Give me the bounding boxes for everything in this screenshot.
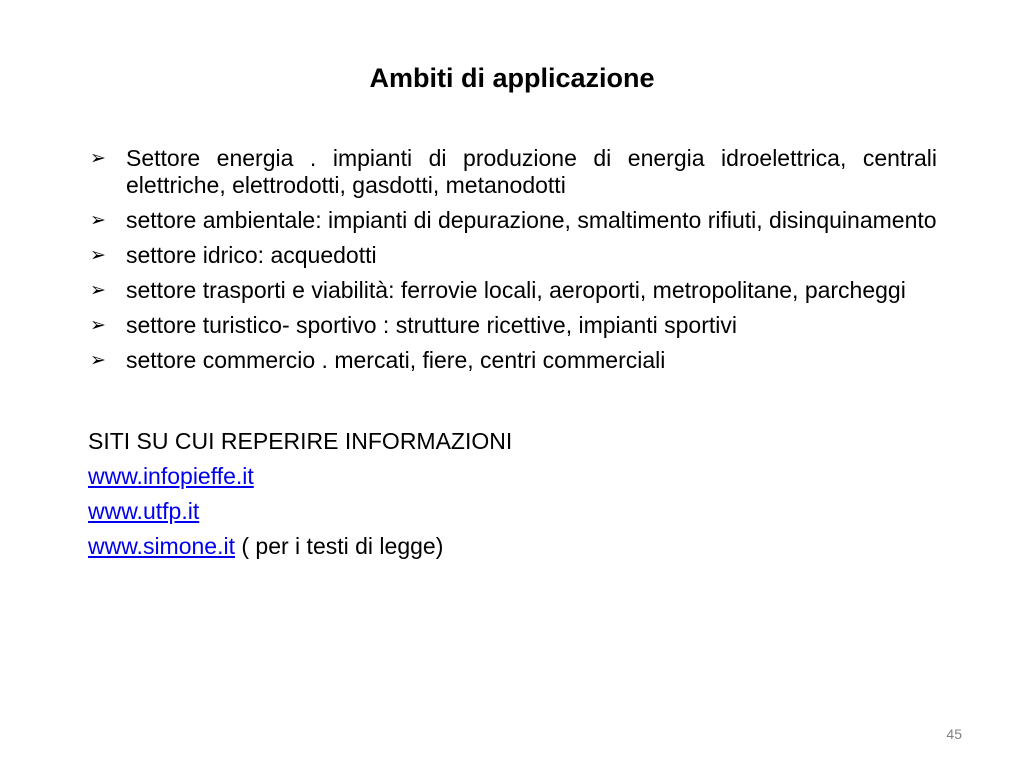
arrowhead-bullet-icon: ➢ bbox=[90, 349, 106, 371]
simone-link-note: ( per i testi di legge) bbox=[234, 533, 444, 559]
sites-heading: SITI SU CUI REPERIRE INFORMAZIONI bbox=[88, 428, 513, 454]
bullet-text: settore ambientale: impianti di depurazione, smaltimento rifiuti, disinquinamento bbox=[126, 207, 937, 233]
arrowhead-bullet-icon: ➢ bbox=[90, 209, 106, 231]
utfp-link[interactable]: www.utfp.it bbox=[88, 498, 200, 524]
bullet-text: settore idrico: acquedotti bbox=[126, 242, 377, 268]
infopieffe-link[interactable]: www.infopieffe.it bbox=[88, 463, 254, 489]
list-item bbox=[88, 312, 937, 339]
list-item bbox=[88, 242, 937, 269]
sites-section bbox=[88, 428, 937, 568]
simone-link[interactable]: www.simone.it bbox=[88, 533, 235, 559]
list-item bbox=[88, 347, 937, 374]
slide-title: Ambiti di applicazione bbox=[369, 63, 655, 93]
page-number: 45 bbox=[946, 726, 962, 742]
site-line bbox=[88, 533, 937, 560]
arrowhead-bullet-icon: ➢ bbox=[90, 244, 106, 266]
site-line bbox=[88, 498, 937, 525]
bullet-list bbox=[88, 145, 937, 382]
list-item bbox=[88, 145, 937, 199]
site-line bbox=[88, 463, 937, 490]
list-item bbox=[88, 207, 937, 234]
bullet-text: settore commercio . mercati, fiere, centri commerciali bbox=[126, 347, 666, 373]
arrowhead-bullet-icon: ➢ bbox=[90, 147, 106, 169]
arrowhead-bullet-icon: ➢ bbox=[90, 314, 106, 336]
bullet-text: settore turistico- sportivo : strutture ricettive, impianti sportivi bbox=[126, 312, 737, 338]
arrowhead-bullet-icon: ➢ bbox=[90, 279, 106, 301]
bullet-text: settore trasporti e viabilità: ferrovie locali, aeroporti, metropolitane, parcheggi bbox=[126, 277, 906, 303]
list-item bbox=[88, 277, 937, 304]
bullet-text: Settore energia . impianti di produzione di energia idroelettrica, centrali elettriche, elettrodotti, gasdotti, metanodotti bbox=[126, 145, 937, 198]
